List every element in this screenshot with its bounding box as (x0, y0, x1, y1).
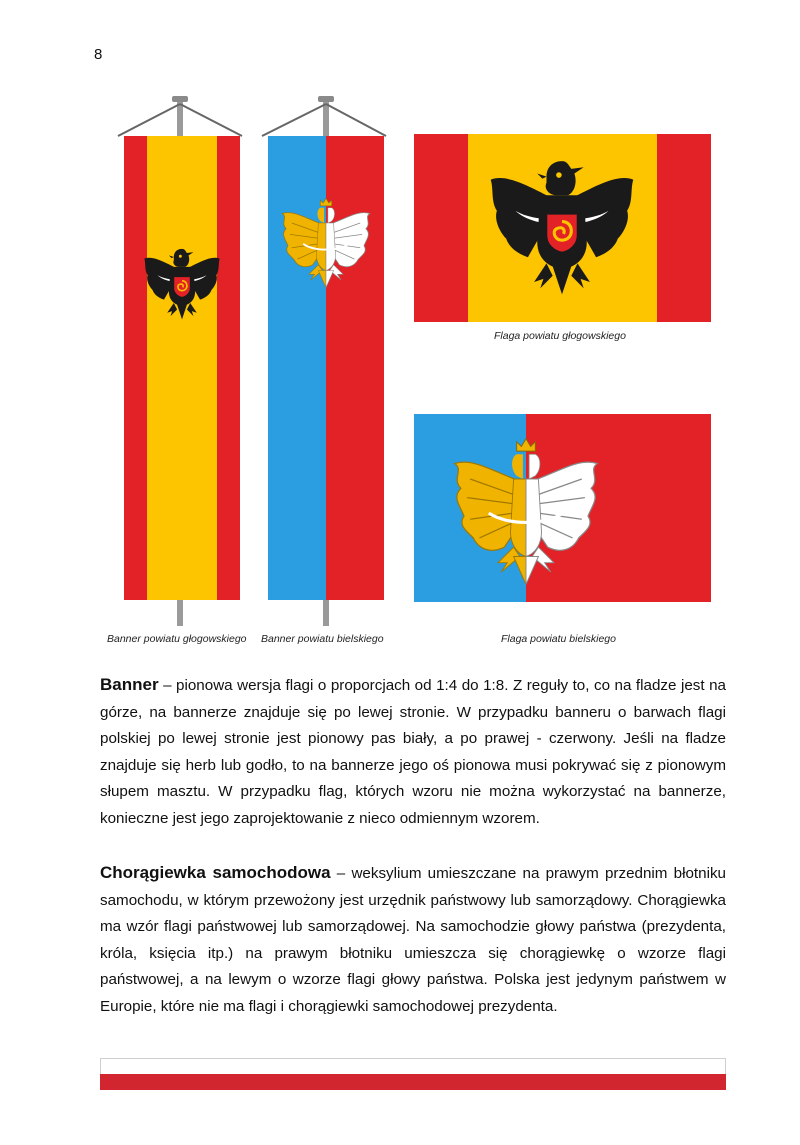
paragraph-choragiewka (100, 860, 726, 1020)
banner-bielsko (258, 94, 398, 628)
term-banner: Banner (100, 675, 159, 694)
flag-glogow (414, 134, 711, 322)
banner-glogow-caption: Banner powiatu głogowskiego (107, 633, 247, 645)
term-choragiewka: Chorągiewka samochodowa (100, 863, 331, 882)
banner-glogow (112, 94, 252, 628)
footer-bar-red (100, 1074, 726, 1090)
flag-bielsko-caption: Flaga powiatu bielskiego (501, 633, 616, 645)
flag-bielsko (414, 414, 711, 602)
banner-bielsko-caption: Banner powiatu bielskiego (261, 633, 384, 645)
page-number: 8 (94, 46, 103, 63)
paragraph-banner-text: – pionowa wersja flagi o proporcjach od 1:4 do 1:8. Z reguły to, co na fladze jest na górze, na bannerze znajduje się po lewej stronie. W przypadku banneru o barwach flagi polskiej po lewej stronie jest pionowy pas biały, a po prawej - czerwony. Jeśli na fladze znajduje się herb lub godło, to na bannerze jego oś pionowa musi pokrywać się z pionowym słupem masztu. W przypadku flag, których wzoru nie można wykorzystać na bannerze, konieczne jest jego zaprojektowanie z nieco odmiennym wzorem. (100, 677, 726, 827)
paragraph-banner (100, 672, 726, 832)
flag-glogow-caption: Flaga powiatu głogowskiego (494, 330, 626, 342)
paragraph-choragiewka-text: – weksylium umieszczane na prawym przednim błotniku samochodu, w którym przewożony jest urzędnik państwowy lub samorządowy. Chorągiewka ma wzór flagi państwowej lub samorządowej. Na samochodzie głowy państwa (prezydenta, króla, księcia itp.) na prawym błotniku umieszcza się chorągiewkę o wzorze flagi państwowej, a na lewym o wzorze flagi głowy państwa. Polska jest jedynym państwem w Europie, które nie ma flagi i chorągiewki samochodowej prezydenta. (100, 865, 726, 1015)
footer-bar-white (100, 1058, 726, 1074)
